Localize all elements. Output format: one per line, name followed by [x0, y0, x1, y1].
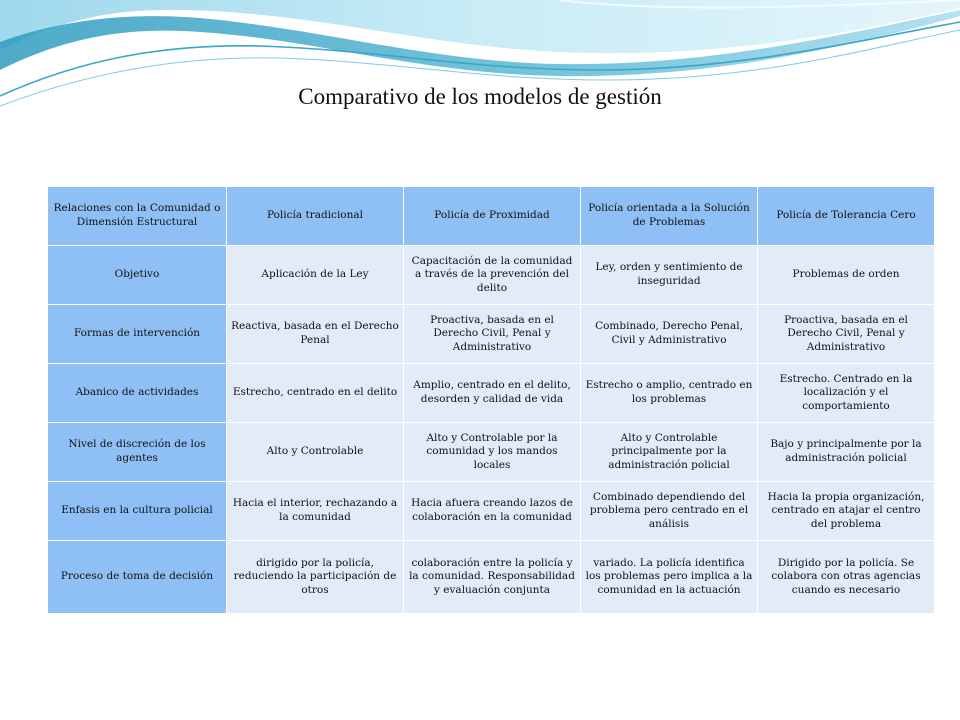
table-cell: Hacia el interior, rechazando a la comunidad: [227, 482, 404, 541]
wave-decoration: [0, 0, 960, 130]
header-cell: Policía tradicional: [227, 187, 404, 246]
comparison-table: [47, 186, 935, 614]
row-label: Enfasis en la cultura policial: [48, 482, 227, 541]
table-cell: Capacitación de la comunidad a través de la prevención del delito: [404, 246, 581, 305]
table-cell: Aplicación de la Ley: [227, 246, 404, 305]
table-cell: Estrecho, centrado en el delito: [227, 364, 404, 423]
table-cell: Estrecho o amplio, centrado en los problemas: [581, 364, 758, 423]
table-cell: Problemas de orden: [758, 246, 935, 305]
table-cell: Proactiva, basada en el Derecho Civil, Penal y Administrativo: [758, 305, 935, 364]
page-title: Comparativo de los modelos de gestión: [298, 84, 662, 109]
table-row: [48, 541, 935, 614]
table-cell: Ley, orden y sentimiento de inseguridad: [581, 246, 758, 305]
table-cell: Alto y Controlable: [227, 423, 404, 482]
header-cell: Relaciones con la Comunidad o Dimensión Estructural: [48, 187, 227, 246]
row-label: Formas de intervención: [48, 305, 227, 364]
table-cell: Hacia afuera creando lazos de colaboración en la comunidad: [404, 482, 581, 541]
table-cell: Amplio, centrado en el delito, desorden y calidad de vida: [404, 364, 581, 423]
table-cell: dirigido por la policía, reduciendo la participación de otros: [227, 541, 404, 614]
table-cell: Estrecho. Centrado en la localización y el comportamiento: [758, 364, 935, 423]
table-cell: Hacia la propia organización, centrado en atajar el centro del problema: [758, 482, 935, 541]
table-cell: Dirigido por la policía. Se colabora con otras agencias cuando es necesario: [758, 541, 935, 614]
table-cell: Alto y Controlable por la comunidad y los mandos locales: [404, 423, 581, 482]
header-cell: Policía de Tolerancia Cero: [758, 187, 935, 246]
table-row: [48, 246, 935, 305]
table-cell: Bajo y principalmente por la administración policial: [758, 423, 935, 482]
table-cell: Alto y Controlable principalmente por la administración policial: [581, 423, 758, 482]
table-row: [48, 305, 935, 364]
table-cell: Proactiva, basada en el Derecho Civil, Penal y Administrativo: [404, 305, 581, 364]
header-cell: Policía orientada a la Solución de Problemas: [581, 187, 758, 246]
table-cell: colaboración entre la policía y la comunidad. Responsabilidad y evaluación conjunta: [404, 541, 581, 614]
row-label: Proceso de toma de decisión: [48, 541, 227, 614]
table-row: [48, 423, 935, 482]
table-cell: Combinado dependiendo del problema pero centrado en el análisis: [581, 482, 758, 541]
table-cell: Reactiva, basada en el Derecho Penal: [227, 305, 404, 364]
header-cell: Policía de Proximidad: [404, 187, 581, 246]
row-label: Nivel de discreción de los agentes: [48, 423, 227, 482]
table-row: [48, 364, 935, 423]
table-cell: variado. La policía identifica los problemas pero implica a la comunidad en la actuación: [581, 541, 758, 614]
row-label: Abanico de actividades: [48, 364, 227, 423]
row-label: Objetivo: [48, 246, 227, 305]
table-row: [48, 482, 935, 541]
table-cell: Combinado, Derecho Penal, Civil y Administrativo: [581, 305, 758, 364]
table-header-row: [48, 187, 935, 246]
